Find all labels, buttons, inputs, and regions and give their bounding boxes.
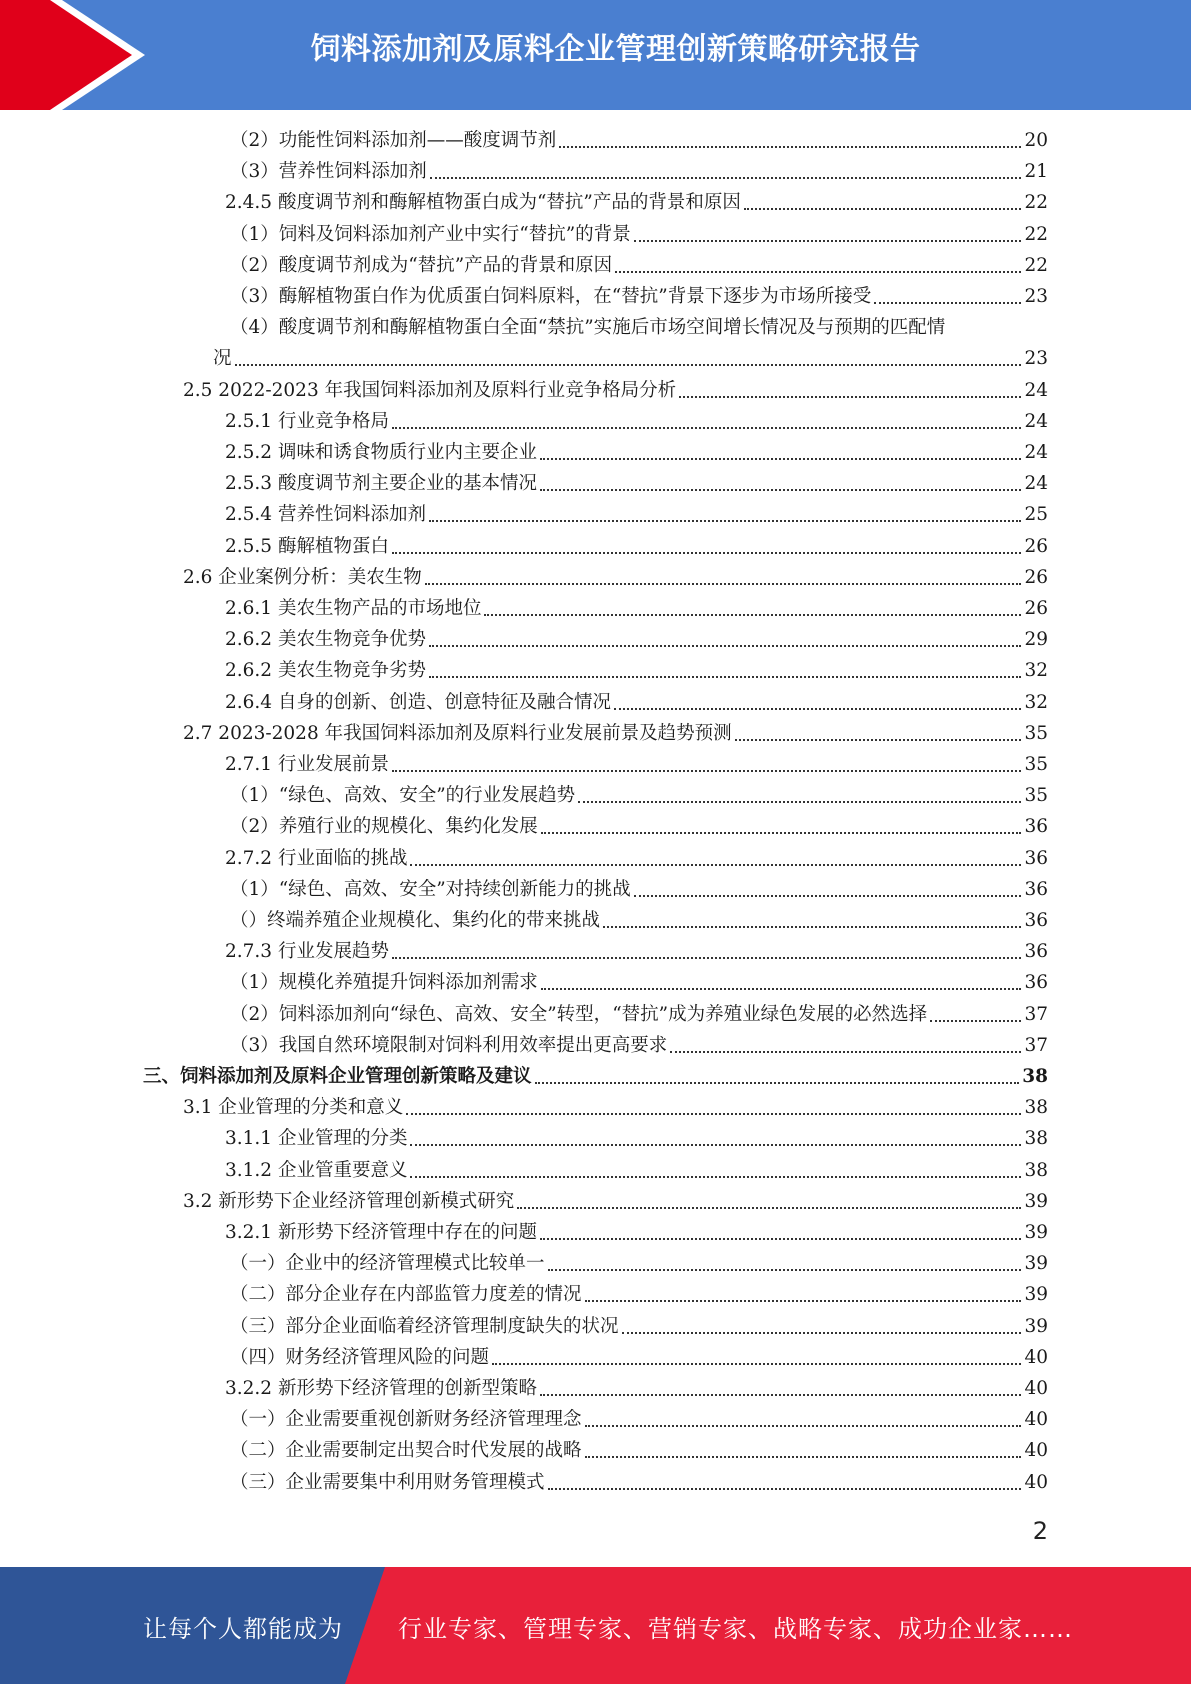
- toc-entry-page: 36: [1024, 972, 1048, 994]
- toc-leader-dots: [392, 957, 1021, 959]
- toc-entry-page: 36: [1024, 910, 1048, 931]
- toc-leader-dots: [541, 832, 1022, 834]
- page-number: 2: [1032, 1517, 1048, 1545]
- toc-leader-dots: [410, 1176, 1021, 1178]
- toc-entry-title: 3.2.2 新形势下经济管理的创新型策略: [225, 1378, 537, 1399]
- toc-entry-page: 24: [1024, 379, 1048, 401]
- toc-entry[interactable]: [230, 1437, 1048, 1465]
- toc-leader-dots: [535, 1082, 1020, 1084]
- toc-leader-dots: [585, 1456, 1022, 1458]
- toc-entry[interactable]: [225, 1375, 1048, 1403]
- toc-entry-title: （3）我国自然环境限制对饲料利用效率提出更高要求: [230, 1034, 668, 1056]
- toc-entry-title: （1）“绿色、高效、安全”的行业发展趋势: [230, 785, 576, 807]
- toc-entry-title: （三）企业需要集中利用财务管理模式: [230, 1471, 545, 1493]
- toc-entry[interactable]: [225, 470, 1048, 498]
- toc-entry-page: 22: [1024, 192, 1048, 214]
- toc-entry-page: 23: [1024, 286, 1048, 307]
- toc-entry-title: （二）部分企业存在内部监管力度差的情况: [230, 1284, 582, 1306]
- toc-entry[interactable]: [230, 1406, 1048, 1434]
- toc-leader-dots: [559, 146, 1021, 148]
- toc-entry-title: （2）功能性饲料添加剂——酸度调节剂: [230, 130, 557, 151]
- toc-entry[interactable]: [225, 1219, 1048, 1247]
- toc-entry-title: 2.7.2 行业面临的挑战: [225, 847, 408, 869]
- toc-entry[interactable]: [225, 845, 1048, 873]
- toc-entry-title: （1）“绿色、高效、安全”对持续创新能力的挑战: [230, 878, 631, 900]
- toc-entry[interactable]: [230, 1281, 1048, 1309]
- toc-leader-dots: [930, 1020, 1021, 1022]
- toc-leader-dots: [744, 208, 1022, 210]
- toc-leader-dots: [614, 708, 1021, 710]
- toc-entry[interactable]: [230, 813, 1048, 841]
- toc-entry[interactable]: [230, 1250, 1048, 1278]
- toc-entry-page: 38: [1024, 1128, 1048, 1150]
- toc-leader-dots: [548, 1269, 1022, 1271]
- toc-entry-title: 2.7.1 行业发展前景: [225, 754, 389, 775]
- toc-leader-dots: [517, 1207, 1021, 1209]
- toc-entry-page: 22: [1024, 223, 1048, 245]
- toc-entry-page: 24: [1024, 442, 1048, 463]
- toc-leader-dots: [548, 1488, 1022, 1490]
- toc-leader-dots: [615, 271, 1021, 273]
- toc-entry[interactable]: [225, 751, 1048, 779]
- toc-leader-dots: [406, 1113, 1021, 1115]
- toc-entry-title: 2.6.2 美农生物竞争优势: [225, 629, 426, 651]
- toc-entry-page: 37: [1024, 1003, 1048, 1025]
- toc-entry-title: 2.6.2 美农生物竞争劣势: [225, 660, 426, 682]
- toc-entry-title: 3.1.2 企业管重要意义: [225, 1159, 408, 1181]
- toc-entry-page: 26: [1024, 598, 1048, 619]
- toc-entry-title: 2.7 2023-2028 年我国饲料添加剂及原料行业发展前景及趋势预测: [183, 722, 732, 744]
- toc-entry-title: 2.4.5 酸度调节剂和酶解植物蛋白成为“替抗”产品的背景和原因: [225, 192, 741, 214]
- toc-entry-title: （1）饲料及饲料添加剂产业中实行“替抗”的背景: [230, 223, 631, 245]
- toc-entry-title: 2.6.4 自身的创新、创造、创意特征及融合情况: [225, 691, 611, 713]
- toc-entry-page: 35: [1024, 754, 1048, 775]
- toc-entry[interactable]: [230, 221, 1048, 249]
- toc-entry-page: 29: [1024, 629, 1048, 651]
- toc-entry-page: 35: [1024, 785, 1048, 807]
- toc-leader-dots: [735, 739, 1022, 741]
- report-title: 饲料添加剂及原料企业管理创新策略研究报告: [310, 32, 921, 67]
- toc-leader-dots: [540, 489, 1021, 491]
- toc-entry-page: 38: [1024, 1159, 1048, 1181]
- toc-entry-page: 39: [1024, 1284, 1048, 1306]
- toc-entry-title: （一）企业需要重视创新财务经济管理理念: [230, 1409, 582, 1431]
- toc-entry[interactable]: [225, 189, 1048, 217]
- page-footer: [0, 1567, 1191, 1684]
- toc-entry-page: 40: [1024, 1409, 1048, 1431]
- toc-entry-page: 32: [1024, 691, 1048, 713]
- toc-entry-page: 21: [1024, 161, 1048, 183]
- toc-entry-title: 2.5.5 酶解植物蛋白: [225, 535, 389, 557]
- toc-entry[interactable]: [230, 1032, 1048, 1060]
- toc-entry-title: 3.2.1 新形势下经济管理中存在的问题: [225, 1222, 537, 1243]
- toc-leader-dots: [540, 1238, 1021, 1240]
- toc-entry-page: 39: [1024, 1315, 1048, 1337]
- toc-entry-title: （4）酸度调节剂和酶解植物蛋白全面“禁抗”实施后市场空间增长情况及与预期的匹配情: [230, 317, 946, 339]
- toc-entry-page: 36: [1024, 878, 1048, 900]
- footer-slogan-right: 行业专家、管理专家、营销专家、战略专家、成功企业家……: [398, 1615, 1073, 1643]
- toc-leader-dots: [585, 1300, 1022, 1302]
- toc-entry-page: 35: [1024, 722, 1048, 744]
- toc-entry-page: 26: [1024, 566, 1048, 588]
- toc-entry-page: 40: [1024, 1440, 1048, 1462]
- toc-entry-title: 2.7.3 行业发展趋势: [225, 941, 389, 963]
- toc-entry-page: 22: [1024, 254, 1048, 276]
- toc-entry-page: 20: [1024, 130, 1048, 151]
- toc-leader-dots: [541, 988, 1022, 990]
- toc-entry-title: （1）规模化养殖提升饲料添加剂需求: [230, 972, 538, 994]
- page-header: [0, 0, 1191, 110]
- toc-entry-title: 2.5 2022-2023 年我国饲料添加剂及原料行业竞争格局分析: [183, 379, 677, 401]
- toc-entry[interactable]: [225, 501, 1048, 529]
- toc-entry[interactable]: [225, 626, 1048, 654]
- toc-entry-title: （2）饲料添加剂向“绿色、高效、安全”转型，“替抗”成为养殖业绿色发展的必然选择: [230, 1003, 928, 1025]
- toc-leader-dots: [392, 427, 1021, 429]
- toc-entry-page: 39: [1024, 1222, 1048, 1243]
- toc-entry-title: 3.2 新形势下企业经济管理创新模式研究: [183, 1190, 515, 1212]
- footer-slogan-left: 让每个人都能成为: [143, 1615, 343, 1643]
- toc-entry-page: 39: [1024, 1190, 1048, 1212]
- toc-entry[interactable]: [230, 1469, 1048, 1497]
- toc-entry[interactable]: [225, 938, 1048, 966]
- toc-leader-dots: [484, 614, 1021, 616]
- toc-entry[interactable]: [230, 1001, 1048, 1029]
- toc-entry[interactable]: [225, 689, 1048, 717]
- toc-leader-dots: [540, 1394, 1021, 1396]
- toc-entry-title: 2.5.3 酸度调节剂主要企业的基本情况: [225, 473, 537, 495]
- toc-entry-page: 36: [1024, 816, 1048, 838]
- toc-leader-dots: [634, 240, 1022, 242]
- toc-entry-page: 26: [1024, 535, 1048, 557]
- toc-entry-title: （）终端养殖企业规模化、集约化的带来挑战: [230, 910, 601, 931]
- toc-entry[interactable]: [143, 1063, 1048, 1091]
- toc-entry-title: （3）营养性饲料添加剂: [230, 161, 427, 183]
- toc-entry-title: 况: [213, 348, 232, 370]
- toc-entry-page: 40: [1024, 1378, 1048, 1399]
- toc-entry[interactable]: [213, 345, 1048, 373]
- toc-entry[interactable]: [183, 564, 1048, 592]
- toc-entry-title: 3.1.1 企业管理的分类: [225, 1128, 408, 1150]
- toc-entry-title: （3）酶解植物蛋白作为优质蛋白饲料原料，在“替抗”背景下逐步为市场所接受: [230, 286, 872, 307]
- toc-leader-dots: [679, 396, 1021, 398]
- toc-entry[interactable]: [183, 1188, 1048, 1216]
- toc-entry[interactable]: [225, 1125, 1048, 1153]
- toc-entry-title: （2）养殖行业的规模化、集约化发展: [230, 816, 538, 838]
- toc-leader-dots: [235, 364, 1022, 366]
- toc-leader-dots: [540, 458, 1021, 460]
- toc-entry[interactable]: [183, 377, 1048, 405]
- toc-leader-dots: [429, 520, 1021, 522]
- toc-entry-page: 23: [1024, 348, 1048, 370]
- toc-entry-title: （三）部分企业面临着经济管理制度缺失的状况: [230, 1315, 619, 1337]
- toc-entry-page: 38: [1022, 1066, 1048, 1087]
- toc-entry[interactable]: [230, 314, 1048, 342]
- toc-entry-title: 3.1 企业管理的分类和意义: [183, 1097, 404, 1119]
- toc-leader-dots: [392, 552, 1021, 554]
- toc-entry[interactable]: [225, 439, 1048, 467]
- toc-leader-dots: [492, 1363, 1021, 1365]
- toc-entry-title: 三、饲料添加剂及原料企业管理创新策略及建议: [143, 1066, 532, 1087]
- toc-entry-title: （2）酸度调节剂成为“替抗”产品的背景和原因: [230, 254, 613, 276]
- toc-entry[interactable]: [225, 595, 1048, 623]
- toc-leader-dots: [874, 302, 1021, 304]
- toc-entry-title: （一）企业中的经济管理模式比较单一: [230, 1253, 545, 1275]
- toc-entry-page: 38: [1024, 1097, 1048, 1119]
- toc-leader-dots: [622, 1332, 1022, 1334]
- toc-entry[interactable]: [183, 1094, 1048, 1122]
- toc-leader-dots: [603, 926, 1021, 928]
- toc-leader-dots: [429, 645, 1021, 647]
- toc-entry-title: 2.5.1 行业竞争格局: [225, 410, 389, 432]
- toc-leader-dots: [392, 770, 1021, 772]
- toc-entry-title: 2.5.2 调味和诱食物质行业内主要企业: [225, 442, 537, 463]
- toc-entry[interactable]: [225, 1157, 1048, 1185]
- toc-entry-page: 36: [1024, 941, 1048, 963]
- toc-entry[interactable]: [230, 252, 1048, 280]
- toc-entry-title: （四）财务经济管理风险的问题: [230, 1346, 490, 1368]
- toc-entry[interactable]: [230, 1313, 1048, 1341]
- toc-entry-title: （二）企业需要制定出契合时代发展的战略: [230, 1440, 582, 1462]
- toc-leader-dots: [429, 676, 1021, 678]
- toc-leader-dots: [430, 177, 1022, 179]
- toc-entry[interactable]: [230, 782, 1048, 810]
- toc-leader-dots: [425, 583, 1022, 585]
- toc-entry-page: 32: [1024, 660, 1048, 682]
- toc-entry-page: 39: [1024, 1253, 1048, 1275]
- toc-entry[interactable]: [230, 1344, 1048, 1372]
- toc-entry-page: 24: [1024, 410, 1048, 432]
- toc-entry[interactable]: [183, 720, 1048, 748]
- toc-leader-dots: [578, 801, 1021, 803]
- toc-entry[interactable]: [230, 969, 1048, 997]
- toc-entry-page: 25: [1024, 504, 1048, 526]
- toc-entry[interactable]: [230, 283, 1048, 311]
- toc-entry-page: 37: [1024, 1034, 1048, 1056]
- toc-entry-title: 2.6 企业案例分析：美农生物: [183, 566, 422, 588]
- toc-entry-page: 40: [1024, 1471, 1048, 1493]
- toc-leader-dots: [634, 895, 1022, 897]
- toc-entry[interactable]: [225, 533, 1048, 561]
- toc-entry[interactable]: [225, 657, 1048, 685]
- toc-entry[interactable]: [230, 876, 1048, 904]
- toc-leader-dots: [585, 1425, 1022, 1427]
- toc-entry[interactable]: [230, 907, 1048, 935]
- toc-entry-page: 36: [1024, 847, 1048, 869]
- toc-entry-title: 2.5.4 营养性饲料添加剂: [225, 504, 426, 526]
- toc-entry[interactable]: [225, 408, 1048, 436]
- toc-leader-dots: [410, 1144, 1021, 1146]
- toc-entry-page: 40: [1024, 1346, 1048, 1368]
- toc-entry-page: 24: [1024, 473, 1048, 495]
- toc-entry[interactable]: [230, 127, 1048, 155]
- toc-leader-dots: [670, 1051, 1021, 1053]
- toc-entry-title: 2.6.1 美农生物产品的市场地位: [225, 598, 482, 619]
- toc-leader-dots: [410, 864, 1021, 866]
- toc-entry[interactable]: [230, 158, 1048, 186]
